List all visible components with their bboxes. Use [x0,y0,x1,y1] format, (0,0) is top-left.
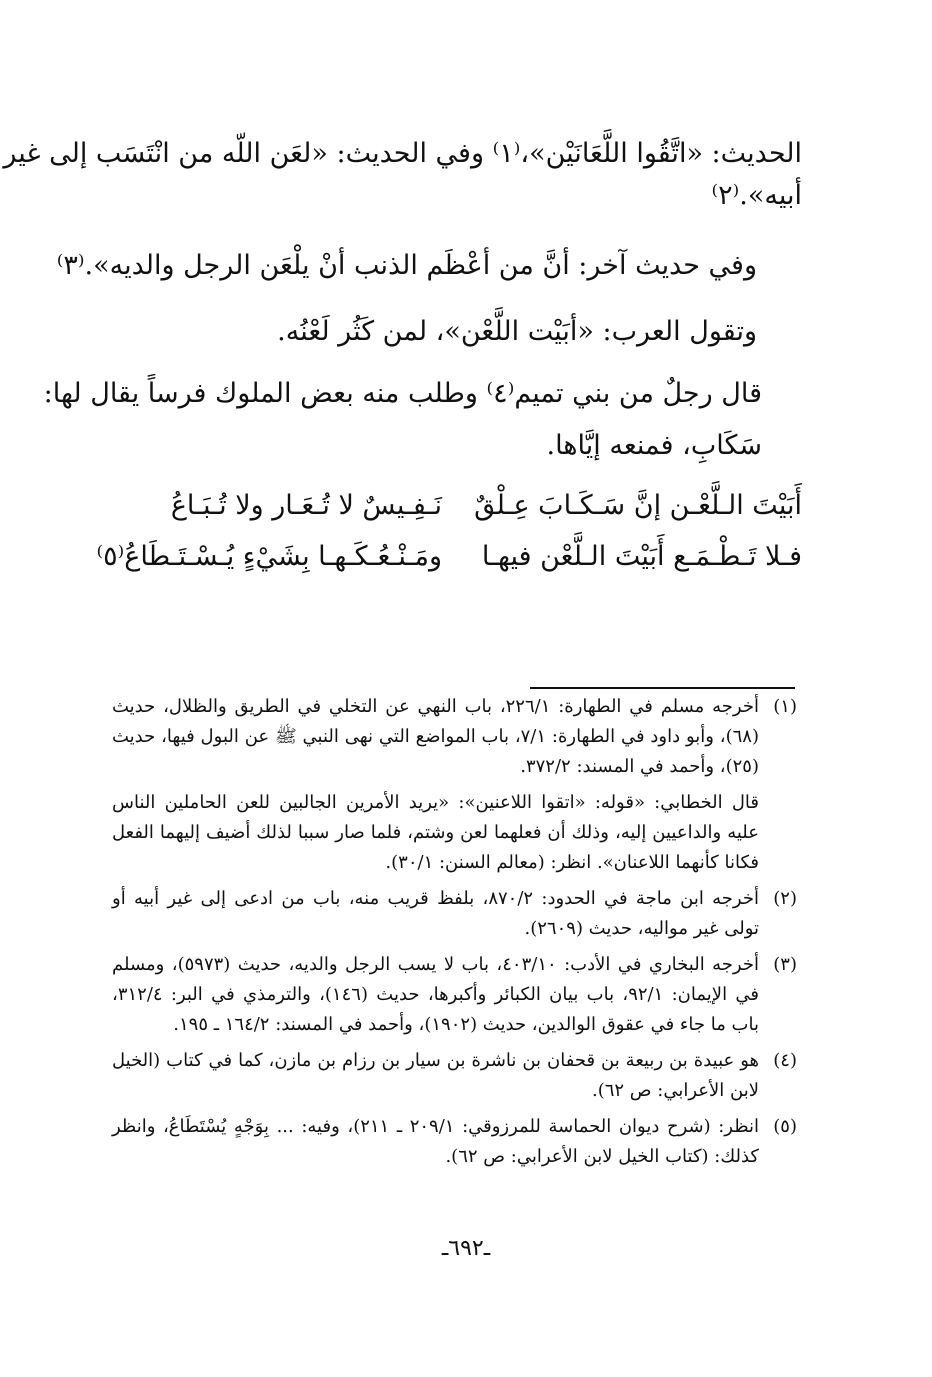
text-line: سَكَابِ، فمنعه إيَّاها. [546,430,762,461]
verse-second-hemistich: نَـفِـيسٌ لا تُـعَـار ولا تُـبَـاعُ [170,490,442,521]
footnote [112,692,797,782]
text-line: أبيه».⁽٢⁾ [711,180,802,211]
footnote [112,1112,797,1172]
verse-first-hemistich: أَبَيْتَ الـلَّعْـن إنَّ سَـكَـابَ عِـلْقٌ [474,490,802,521]
footnote-text: أخرجه مسلم في الطهارة: ٢٢٦/١، باب النهي عن التخلي في الطريق والظلال، حديث (٦٨)، وأبو داود في الطهارة: ٧/١، باب المواضع التي نهى النبي ﷺ عن البول فيها، حديث (٢٥)، وأحمد في المسند: ٣٧٢/٢. [112,696,759,777]
footnote-text: أخرجه ابن ماجة في الحدود: ٨٧٠/٢، بلفظ قريب منه، باب من ادعى إلى غير أبيه أو تولى غير مواليه، حديث (٢٦٠٩). [112,888,759,939]
footnote-number: (٣) [773,954,797,975]
footnote [112,1046,797,1106]
verse-second-hemistich: ومَـنْـعُـكَـهـا بِشَيْءٍ يُـسْـتَـطَاعُ⁽٥⁾ [96,541,442,572]
text-line: وفي حديث آخر: أنَّ من أعْظَم الذنب أنْ يلْعَن الرجل والديه».⁽٣⁾ [56,250,757,281]
paragraph-tamim-man [43,366,762,474]
footnote-text: قال الخطابي: «قوله: «اتقوا اللاعنين»: «يريد الأمرين الجالبين للعن الحاملين الناس عليه والداعيين إليه، وذلك أن فعلهما لعن وشتم، فلما صار سببا لذلك أضيف إليهما الفعل فكانا كأنهما اللاعنان». انظر: (معالم السنن: ٣٠/١). [112,792,759,873]
paragraph-arab-saying [112,304,757,360]
footnotes [112,692,797,1178]
paragraph-another-hadith [56,238,757,294]
footnote [112,788,797,878]
footnote-text: انظر: (شرح ديوان الحماسة للمرزوقي: ٢٠٩/١ ـ ٢١١)، وفيه: ... بِوَجْهٍ يُسْتَطَاعُ، وانظر كذلك: (كتاب الخيل لابن الأعرابي: ص ٦٢). [112,1116,759,1167]
text-line: قال رجلٌ من بني تميم⁽٤⁾ وطلب منه بعض الملوك فرساً يقال لها: [43,378,762,409]
text-line: الحديث: «اتَّقُوا اللَّعَانَيْن»،⁽١⁾ وفي الحديث: «لعَن اللّه من انْتَسَب إلى غير [3,138,802,169]
paragraph-hadith [3,126,802,224]
footnote-number: (٤) [773,1050,797,1071]
footnote-text: أخرجه البخاري في الأدب: ٤٠٣/١٠، باب لا يسب الرجل والديه، حديث (٥٩٧٣)، ومسلم في الإيمان: ٩٢/١، باب بيان الكبائر وأكبرها، حديث (١٤٦)، والترمذي في البر: ٣١٢/٤، باب ما جاء في عقوق الوالدين، حديث (١٩٠٢)، وأحمد في المسند: ١٦٤/٢ ـ ١٩٥. [112,954,759,1035]
text-line: وتقول العرب: «أبَيْت اللَّعْن»، لمن كَثُر لَعْنُه. [277,316,757,347]
footnote [112,884,797,944]
footnote [112,950,797,1040]
footnote-number: (٥) [773,1116,797,1137]
page-number: ـ٦٩٢ـ [441,1236,491,1261]
footnote-number: (٢) [773,888,797,909]
footnote-text: هو عبيدة بن ربيعة بن قحفان بن ناشرة بن سيار بن رزام بن مازن، كما في كتاب (الخيل لابن الأعرابي: ص ٦٢). [112,1050,759,1101]
verse-line [112,484,802,528]
footnote-number: (١) [773,696,797,717]
verse-first-hemistich: فـلا تَـطْـمَـع أَبَيْتَ الـلَّعْن فيهـا [481,541,802,572]
verse-line [96,535,802,579]
footnote-separator [530,687,795,689]
